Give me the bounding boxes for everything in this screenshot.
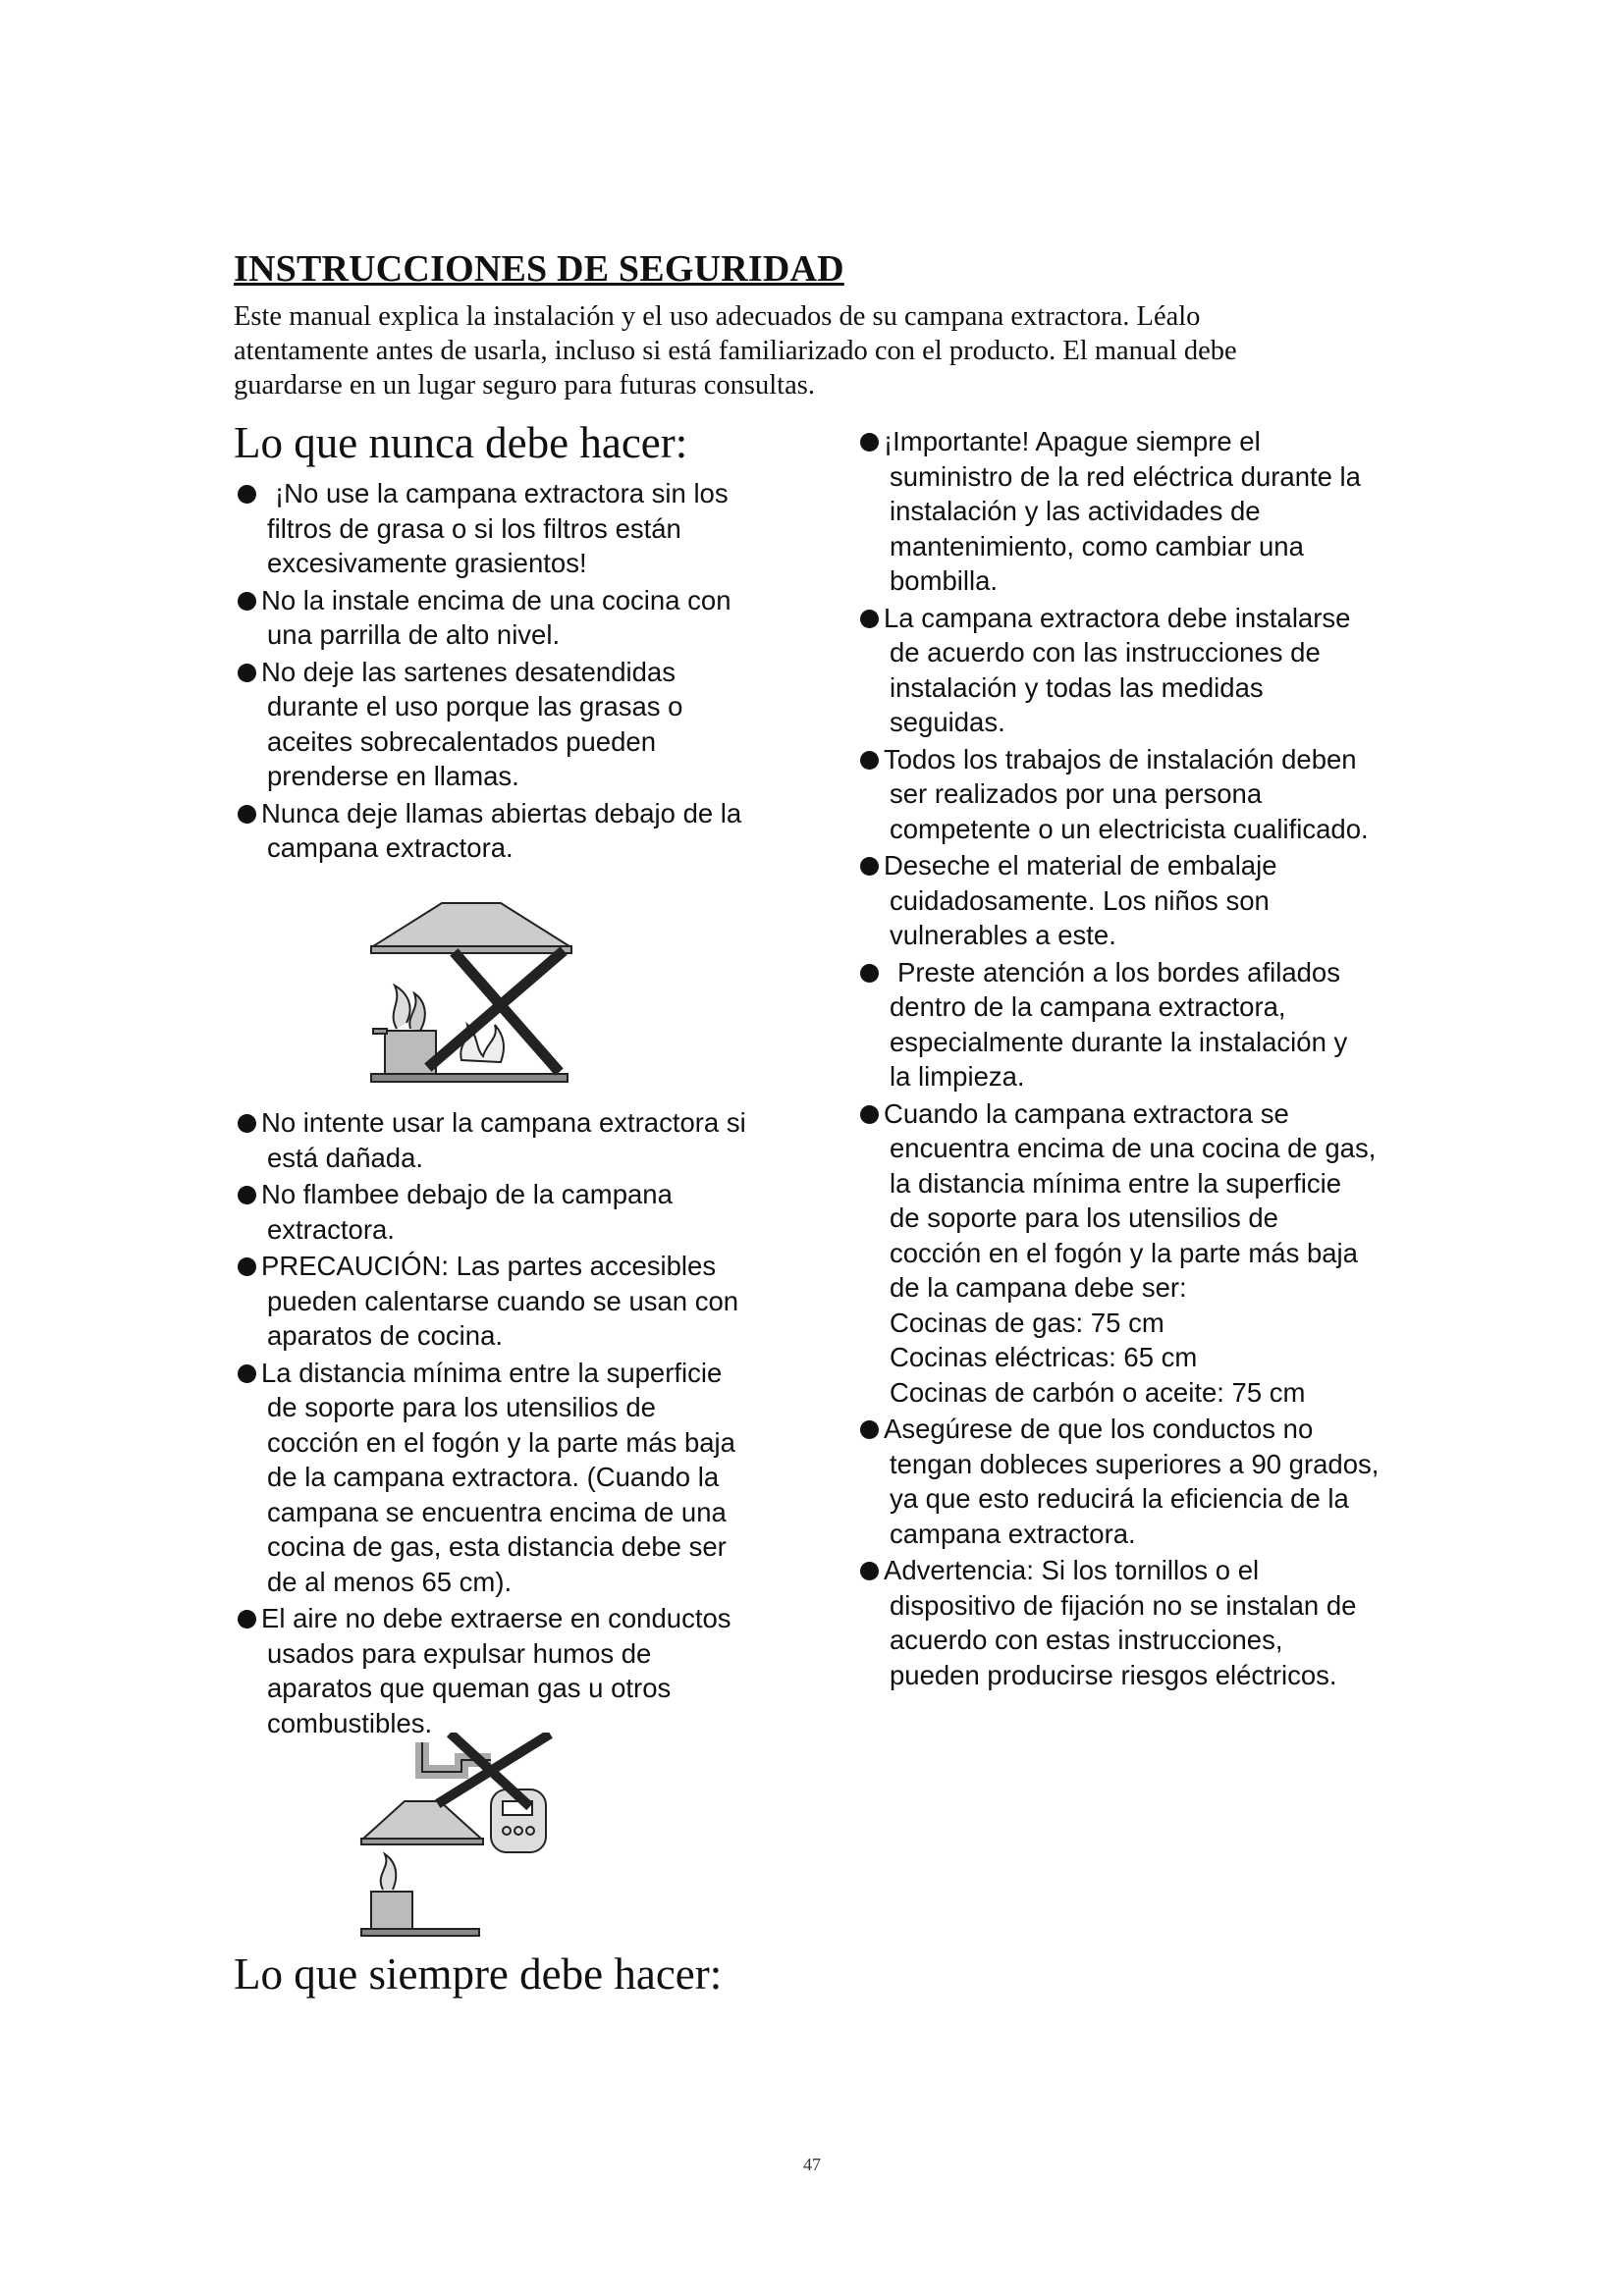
list-item <box>856 601 1465 740</box>
item-line: de soporte para los utensilios de <box>267 1392 656 1422</box>
bullet-icon <box>860 1420 879 1439</box>
item-line: Deseche el material de embalaje <box>884 850 1277 881</box>
intro-line: Este manual explica la instalación y el uso adecuados de su campana extractora. Léalo <box>234 301 1201 332</box>
item-line: instalación y todas las medidas <box>890 671 1264 703</box>
item-line: No flambee debajo de la campana <box>261 1179 673 1209</box>
list-item <box>234 476 823 581</box>
bullet-icon <box>238 1610 256 1629</box>
bullet-icon <box>860 433 879 452</box>
item-line: de soporte para los utensilios de <box>890 1202 1278 1233</box>
item-line: ser realizados por una persona <box>890 778 1263 809</box>
item-line: campana extractora. <box>890 1518 1136 1549</box>
bullet-icon <box>238 1257 256 1276</box>
document-title: INSTRUCCIONES DE SEGURIDAD <box>234 248 844 290</box>
right-list <box>856 424 1465 1694</box>
item-line: de acuerdo con las instrucciones de <box>890 637 1321 667</box>
bullet-icon <box>238 805 256 824</box>
item-line: filtros de grasa o si los filtros están <box>267 512 681 544</box>
item-line: seguidas. <box>890 707 1005 737</box>
item-line: campana extractora. <box>267 832 514 863</box>
list-item <box>856 1096 1465 1411</box>
item-line: La distancia mínima entre la superficie <box>261 1357 723 1388</box>
item-line: aparatos que queman gas u otros <box>267 1673 672 1703</box>
item-line: una parrilla de alto nivel. <box>267 619 561 650</box>
item-line: bombilla. <box>890 565 999 596</box>
list-item <box>856 848 1465 953</box>
item-line: encuentra encima de una cocina de gas, <box>890 1133 1377 1163</box>
bullet-icon <box>860 1562 879 1580</box>
item-line: cocina de gas, esta distancia debe ser <box>267 1531 727 1562</box>
page-number: 47 <box>803 2155 821 2174</box>
list-item <box>234 583 823 653</box>
list-item <box>234 1249 823 1354</box>
item-line: Advertencia: Si los tornillos o el <box>884 1555 1260 1585</box>
item-line: acuerdo con estas instrucciones, <box>890 1625 1283 1655</box>
item-line: especialmente durante la instalación y <box>890 1026 1348 1057</box>
item-line: Nunca deje llamas abiertas debajo de la <box>261 797 742 828</box>
list-item <box>856 424 1465 599</box>
list-item <box>234 1177 823 1247</box>
item-line: dispositivo de fijación no se instalan de <box>890 1589 1357 1621</box>
item-line: ¡Importante! Apague siempre el <box>884 426 1261 456</box>
item-line: cocción en el fogón y la parte más baja <box>267 1426 735 1458</box>
item-line: Cocinas eléctricas: 65 cm <box>890 1342 1198 1372</box>
item-line: Todos los trabajos de instalación deben <box>884 743 1357 774</box>
bullet-icon <box>860 610 879 628</box>
item-line: extractora. <box>267 1213 395 1245</box>
bullet-icon <box>238 1186 256 1204</box>
item-line: excesivamente grasientos! <box>267 548 587 578</box>
item-line: dentro de la campana extractora, <box>890 991 1286 1022</box>
intro-line: guardarse en un lugar seguro para futuras consultas. <box>234 370 815 400</box>
item-line: Preste atención a los bordes afilados <box>897 956 1340 988</box>
item-line: aparatos de cocina. <box>267 1320 504 1351</box>
item-line: mantenimiento, como cambiar una <box>890 530 1304 561</box>
item-line: cuidadosamente. Los niños son <box>890 884 1270 916</box>
item-line: vulnerables a este. <box>890 920 1116 950</box>
item-line: prenderse en llamas. <box>267 761 519 791</box>
list-item <box>856 1412 1465 1551</box>
item-line: El aire no debe extraerse en conductos <box>261 1603 731 1633</box>
item-line: la distancia mínima entre la superficie <box>890 1167 1342 1199</box>
item-line: durante el uso porque las grasas o <box>267 691 683 721</box>
item-line: ¡No use la campana extractora sin los <box>275 478 729 508</box>
list-item <box>234 1105 823 1175</box>
no-open-flame-illustration <box>363 895 579 1092</box>
item-line: usados para expulsar humos de <box>267 1637 652 1669</box>
item-line: de la campana debe ser: <box>890 1272 1187 1303</box>
list-item <box>856 955 1465 1095</box>
item-line: ya que esto reducirá la eficiencia de la <box>890 1483 1349 1514</box>
item-line: pueden calentarse cuando se usan con <box>267 1285 739 1316</box>
item-line: Asegúrese de que los conductos no <box>884 1414 1314 1444</box>
bullet-icon <box>860 857 879 876</box>
item-line: cocción en el fogón y la parte más baja <box>890 1237 1358 1268</box>
item-line: de al menos 65 cm). <box>267 1566 513 1597</box>
list-item <box>856 1553 1465 1692</box>
item-line: Cocinas de carbón o aceite: 75 cm <box>890 1376 1306 1408</box>
item-line: instalación y las actividades de <box>890 496 1261 526</box>
item-line: la limpieza. <box>890 1061 1025 1092</box>
bullet-icon <box>238 664 256 682</box>
intro-paragraph <box>234 299 1373 402</box>
bullet-icon <box>860 1105 879 1124</box>
item-line: No deje las sartenes desatendidas <box>261 656 676 687</box>
item-line: aceites sobrecalentados pueden <box>267 725 656 757</box>
bullet-icon <box>238 1114 256 1133</box>
bullet-icon <box>238 1364 256 1383</box>
list-item <box>234 655 823 794</box>
item-line: PRECAUCIÓN: Las partes accesibles <box>261 1251 717 1281</box>
list-item <box>234 1356 823 1600</box>
list-item <box>234 1601 823 1740</box>
item-line: competente o un electricista cualificado. <box>890 813 1369 844</box>
item-line: Cocinas de gas: 75 cm <box>890 1307 1164 1338</box>
item-line: No la instale encima de una cocina con <box>261 584 731 615</box>
bullet-icon <box>238 592 256 611</box>
item-line: pueden producirse riesgos eléctricos. <box>890 1659 1337 1690</box>
always-heading: Lo que siempre debe hacer: <box>234 1949 723 1999</box>
item-line: está dañada. <box>267 1142 424 1173</box>
never-list-a <box>234 476 823 868</box>
item-line: combustibles. <box>267 1707 433 1738</box>
item-line: de la campana extractora. (Cuando la <box>267 1462 720 1492</box>
item-line: Cuando la campana extractora se <box>884 1097 1289 1129</box>
never-list-b <box>234 1105 823 1742</box>
item-line: campana se encuentra encima de una <box>267 1496 727 1527</box>
list-item <box>856 742 1465 847</box>
item-line: No intente usar la campana extractora si <box>261 1107 746 1138</box>
bullet-icon <box>860 751 879 770</box>
item-line: La campana extractora debe instalarse <box>884 602 1351 633</box>
no-shared-duct-illustration <box>353 1733 569 1944</box>
intro-line: atentamente antes de usarla, incluso si está familiarizado con el producto. El manual debe <box>234 336 1237 366</box>
item-line: tengan dobleces superiores a 90 grados, <box>890 1448 1380 1479</box>
list-item <box>234 796 823 866</box>
item-line: suministro de la red eléctrica durante la <box>890 460 1361 492</box>
bullet-icon <box>238 485 256 504</box>
never-heading: Lo que nunca debe hacer: <box>234 418 688 467</box>
bullet-icon <box>860 964 879 983</box>
